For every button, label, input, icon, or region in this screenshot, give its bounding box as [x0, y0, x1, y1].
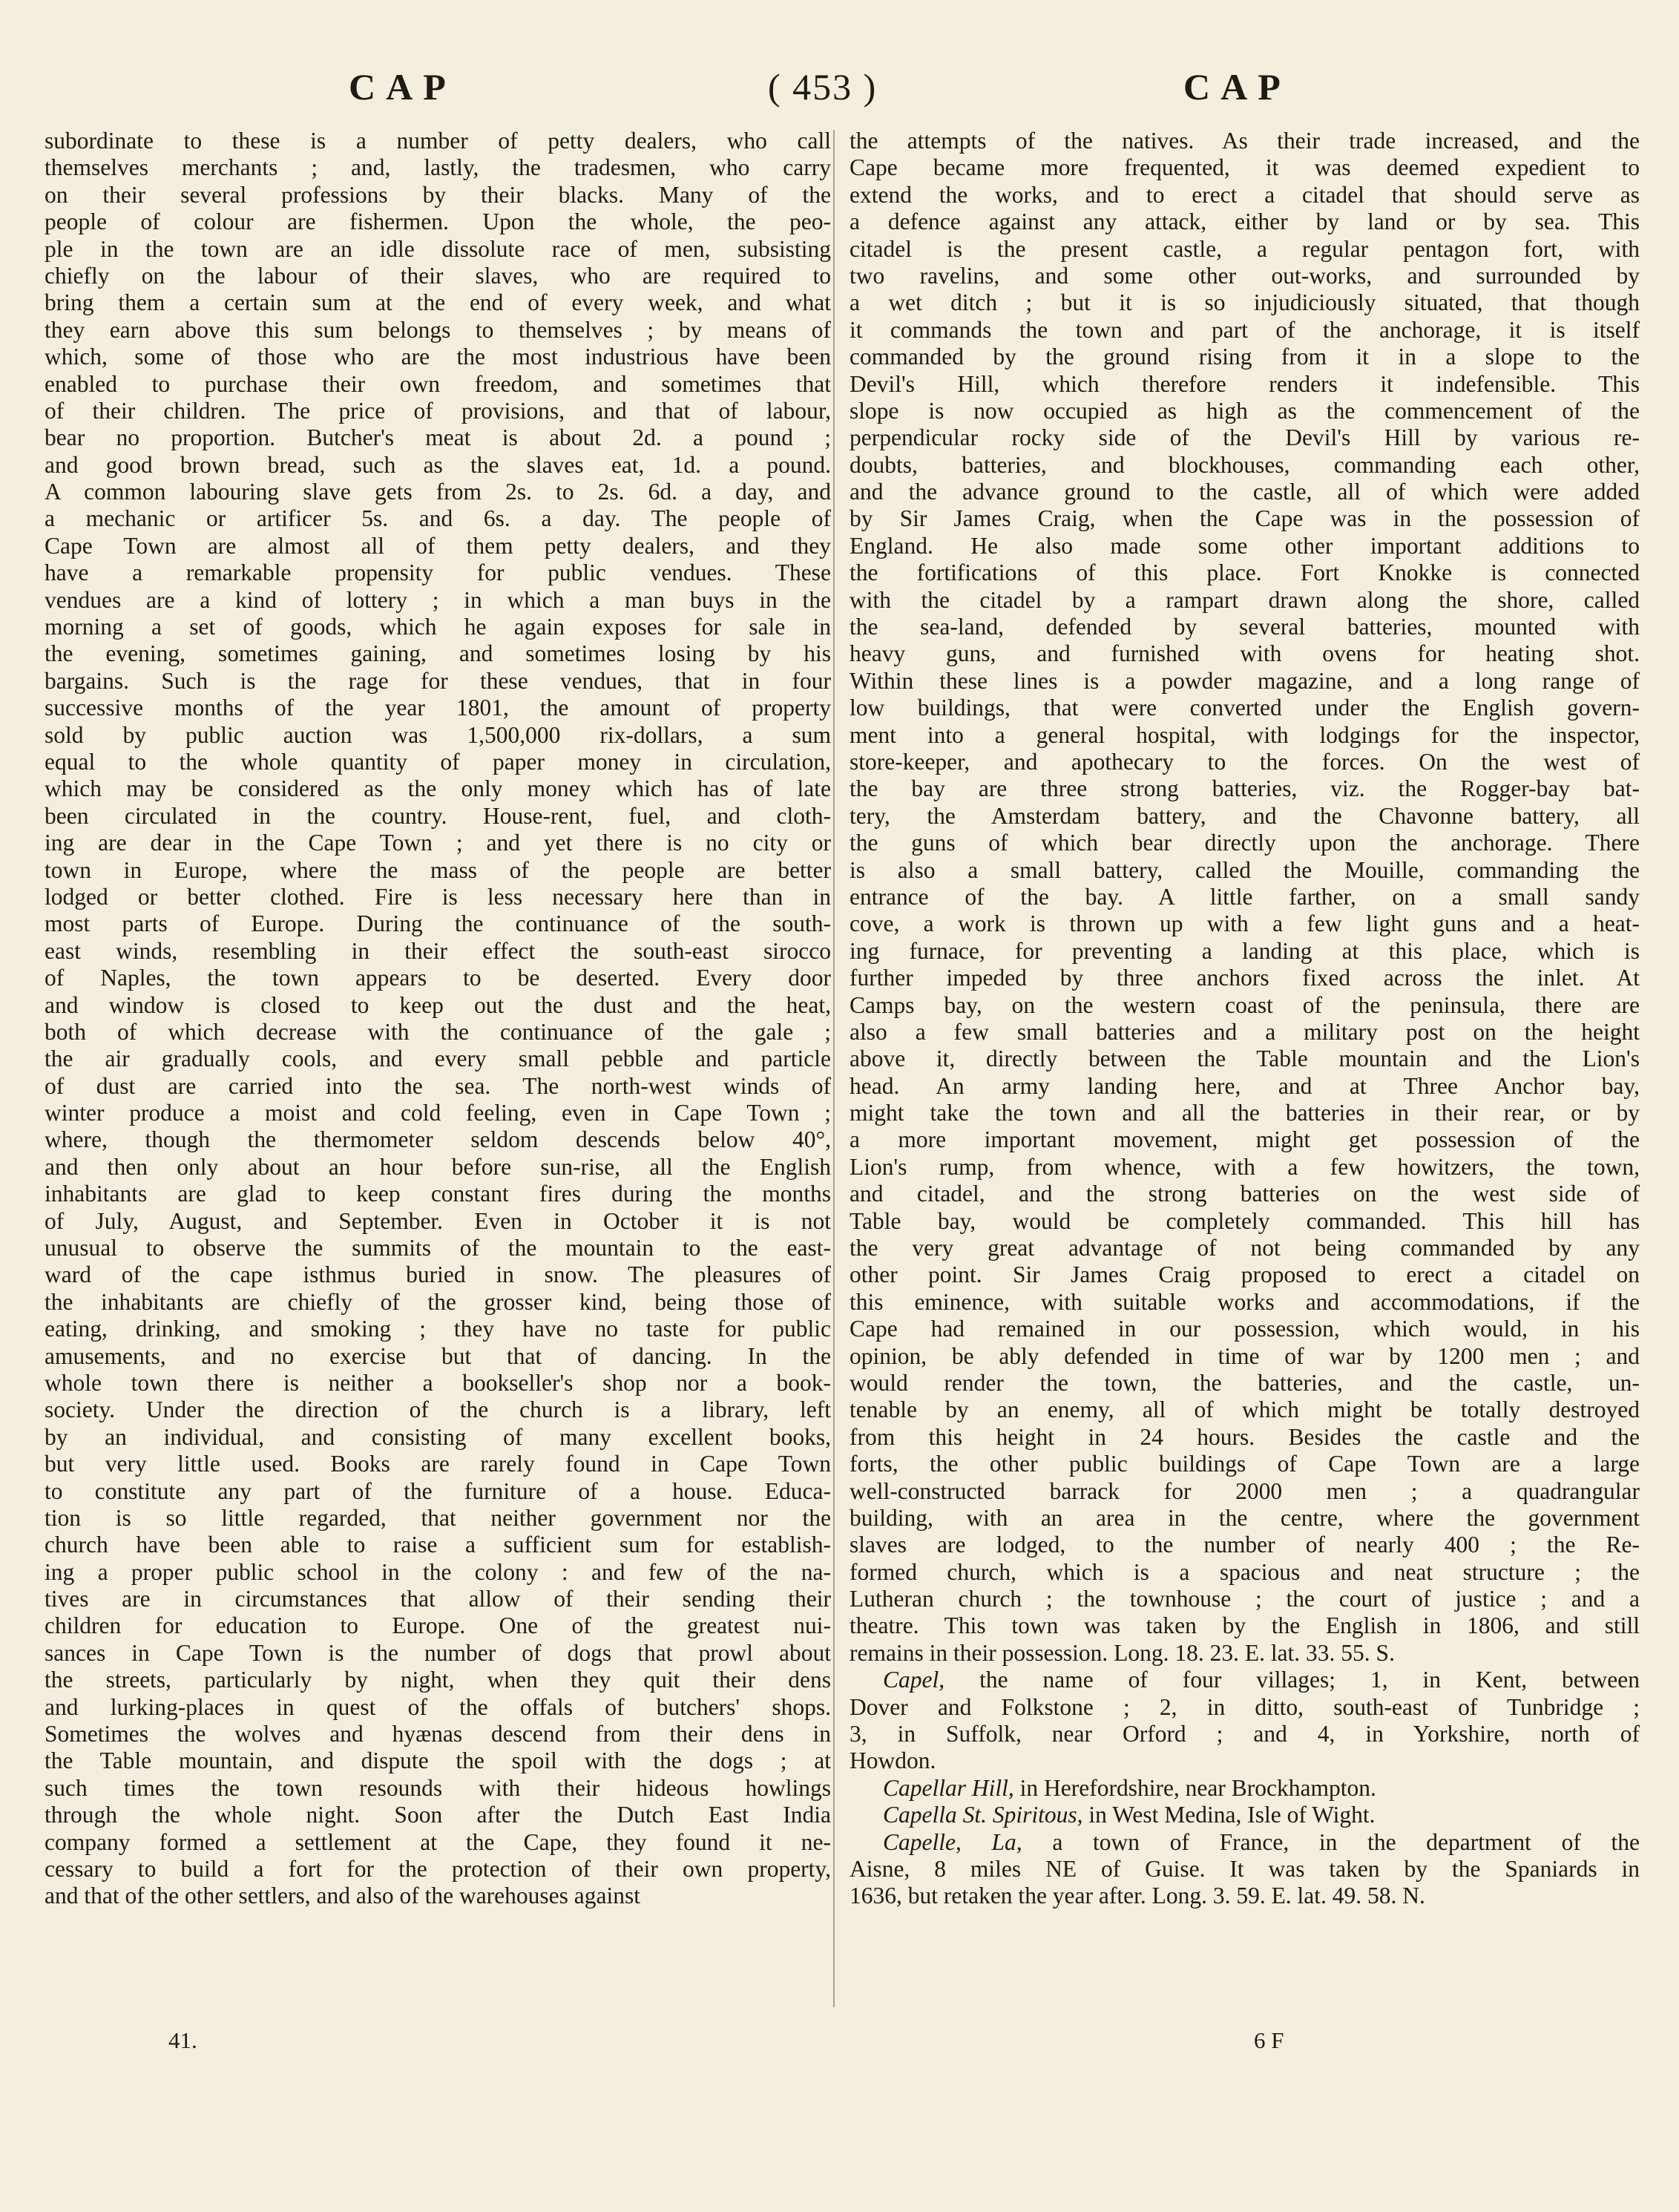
- text-line: A common labouring slave gets from 2s. to 2s. 6d. a day, and: [45, 479, 831, 505]
- text-line: Within these lines is a powder magazine, and a long range of: [850, 667, 1640, 694]
- signature-mark-left: 41.: [168, 2027, 197, 2053]
- text-line: a defence against any attack, either by land or by sea. This: [850, 209, 1640, 235]
- text-line: formed church, which is a spacious and neat structure ; the: [850, 1558, 1640, 1585]
- text-line: other point. Sir James Craig proposed to erect a citadel on: [850, 1261, 1640, 1288]
- text-line: both of which decrease with the continuance of the gale ;: [45, 1018, 831, 1045]
- text-line: heavy guns, and furnished with ovens for heating shot.: [850, 640, 1640, 667]
- entry-text: the name of four villages; 1, in Kent, between: [979, 1667, 1640, 1693]
- text-line: and window is closed to keep out the dust and the heat,: [45, 991, 831, 1018]
- text-line: the air gradually cools, and every small pebble and particle: [45, 1046, 831, 1072]
- text-line: of Naples, the town appears to be deserted. Every door: [45, 965, 831, 991]
- text-line: is also a small battery, called the Mouille, commanding the: [850, 856, 1640, 883]
- text-line: might take the town and all the batteries in their rear, or by: [850, 1100, 1640, 1126]
- text-line: and then only about an hour before sun-rise, all the English: [45, 1153, 831, 1180]
- text-line: a wet ditch ; but it is so injudiciously situated, that though: [850, 289, 1640, 316]
- text-line: Camps bay, on the western coast of the peninsula, there are: [850, 991, 1640, 1018]
- text-line: but very little used. Books are rarely found in Cape Town: [45, 1451, 831, 1477]
- text-line: above it, directly between the Table mountain and the Lion's: [850, 1046, 1640, 1072]
- text-line: England. He also made some other important additions to: [850, 532, 1640, 559]
- text-line: equal to the whole quantity of paper money in circulation,: [45, 748, 831, 775]
- signature-mark-right: 6 F: [1254, 2027, 1284, 2053]
- text-line: Sometimes the wolves and hyænas descend from their dens in: [45, 1721, 831, 1747]
- text-line: of their children. The price of provisions, and that of labour,: [45, 397, 831, 424]
- text-line: Table bay, would be completely commanded. This hill has: [850, 1207, 1640, 1234]
- text-line: the inhabitants are chiefly of the grosser kind, being those of: [45, 1288, 831, 1315]
- text-line: the sea-land, defended by several batteries, mounted with: [850, 614, 1640, 640]
- text-line: have a remarkable propensity for public vendues. These: [45, 559, 831, 586]
- entry-headword: Capellar Hill,: [883, 1774, 1014, 1801]
- entry-first-line: [850, 1802, 1640, 1828]
- left-column: [45, 128, 831, 1910]
- text-line: building, with an area in the centre, where the government: [850, 1504, 1640, 1531]
- text-line: Lutheran church ; the townhouse ; the court of justice ; and a: [850, 1586, 1640, 1612]
- text-line: and that of the other settlers, and also of the warehouses against: [45, 1883, 641, 1909]
- text-line: lodged or better clothed. Fire is less necessary here than in: [45, 883, 831, 910]
- column-divider: [833, 130, 835, 2007]
- text-line: ple in the town are an idle dissolute race of men, subsisting: [45, 235, 831, 262]
- text-line: children for education to Europe. One of the greatest nui-: [45, 1612, 831, 1639]
- entry-line: Dover and Folkstone ; 2, in ditto, south-east of Tunbridge ;: [850, 1693, 1640, 1720]
- text-line: would render the town, the batteries, and the castle, un-: [850, 1369, 1640, 1396]
- text-line: from this height in 24 hours. Besides the castle and the: [850, 1423, 1640, 1450]
- text-line: bargains. Such is the rage for these vendues, that in four: [45, 667, 831, 694]
- text-line: doubts, batteries, and blockhouses, commanding each other,: [850, 451, 1640, 478]
- text-line: subordinate to these is a number of petty dealers, who call: [45, 128, 831, 154]
- text-line: been circulated in the country. House-rent, fuel, and cloth-: [45, 802, 831, 829]
- text-line: opinion, be ably defended in time of war by 1200 men ; and: [850, 1342, 1640, 1369]
- text-line: it commands the town and part of the anchorage, it is itself: [850, 316, 1640, 343]
- text-line: and the advance ground to the castle, all of which were added: [850, 479, 1640, 505]
- text-line: bring them a certain sum at the end of every week, and what: [45, 289, 831, 316]
- text-line: church have been able to raise a sufficient sum for establish-: [45, 1532, 831, 1558]
- text-line: the bay are three strong batteries, viz. the Rogger-bay bat-: [850, 775, 1640, 802]
- text-line: east winds, resembling in their effect the south-east sirocco: [45, 937, 831, 964]
- text-line: and lurking-places in quest of the offals of butchers' shops.: [45, 1693, 831, 1720]
- text-line: theatre. This town was taken by the English in 1806, and still: [850, 1612, 1640, 1639]
- text-line: they earn above this sum belongs to themselves ; by means of: [45, 316, 831, 343]
- text-line: chiefly on the labour of their slaves, who are required to: [45, 262, 831, 289]
- text-line: which, some of those who are the most industrious have been: [45, 344, 831, 370]
- entry-first-line: [850, 1775, 1640, 1802]
- text-line: unusual to observe the summits of the mountain to the east-: [45, 1235, 831, 1261]
- text-line: forts, the other public buildings of Cape Town are a large: [850, 1451, 1640, 1477]
- text-line: society. Under the direction of the church is a library, left: [45, 1397, 831, 1423]
- text-line: tives are in circumstances that allow of their sending their: [45, 1586, 831, 1612]
- text-line: people of colour are fishermen. Upon the whole, the peo-: [45, 209, 831, 235]
- text-line: through the whole night. Soon after the Dutch East India: [45, 1802, 831, 1828]
- text-line: ing furnace, for preventing a landing at this place, which is: [850, 937, 1640, 964]
- text-line: morning a set of goods, which he again exposes for sale in: [45, 614, 831, 640]
- text-line: commanded by the ground rising from it in a slope to the: [850, 344, 1640, 370]
- text-line: the evening, sometimes gaining, and sometimes losing by his: [45, 640, 831, 667]
- text-line: head. An army landing here, and at Three Anchor bay,: [850, 1072, 1640, 1099]
- text-line: the fortifications of this place. Fort Knokke is connected: [850, 559, 1640, 586]
- running-header: [0, 65, 1679, 117]
- text-line: store-keeper, and apothecary to the forces. On the west of: [850, 748, 1640, 775]
- text-line: ment into a general hospital, with lodgings for the inspector,: [850, 721, 1640, 748]
- text-line: town in Europe, where the mass of the people are better: [45, 856, 831, 883]
- text-line: where, though the thermometer seldom descends below 40°,: [45, 1126, 831, 1153]
- text-line: tenable by an enemy, all of which might be totally destroyed: [850, 1397, 1640, 1423]
- entry-text: in West Medina, Isle of Wight.: [1088, 1802, 1376, 1828]
- text-line: cove, a work is thrown up with a few light guns and a heat-: [850, 910, 1640, 937]
- text-line: such times the town resounds with their hideous howlings: [45, 1774, 831, 1801]
- text-line: sold by public auction was 1,500,000 rix-dollars, a sum: [45, 721, 831, 748]
- entry-text: in Herefordshire, near Brockhampton.: [1019, 1774, 1376, 1801]
- text-line: successive months of the year 1801, the amount of property: [45, 695, 831, 721]
- text-line: of July, August, and September. Even in October it is not: [45, 1207, 831, 1234]
- text-line: a more important movement, might get possession of the: [850, 1126, 1640, 1153]
- text-line: Lion's rump, from whence, with a few howitzers, the town,: [850, 1153, 1640, 1180]
- text-line: which may be considered as the only money which has of late: [45, 775, 831, 802]
- text-line: further impeded by three anchors fixed across the inlet. At: [850, 965, 1640, 991]
- text-line: slope is now occupied as high as the commencement of the: [850, 397, 1640, 424]
- text-line: the attempts of the natives. As their trade increased, and the: [850, 128, 1640, 154]
- text-line: ing are dear in the Cape Town ; and yet there is no city or: [45, 830, 831, 856]
- text-line: sances in Cape Town is the number of dogs that prowl about: [45, 1639, 831, 1666]
- text-line: the Table mountain, and dispute the spoil with the dogs ; at: [45, 1747, 831, 1774]
- text-line: low buildings, that were converted under the English govern-: [850, 695, 1640, 721]
- entry-headword: Capelle, La,: [883, 1828, 1022, 1855]
- text-line: the very great advantage of not being commanded by any: [850, 1235, 1640, 1261]
- text-line: two ravelins, and some other out-works, and surrounded by: [850, 262, 1640, 289]
- text-line: the streets, particularly by night, when they quit their dens: [45, 1667, 831, 1693]
- text-line: the guns of which bear directly upon the anchorage. There: [850, 830, 1640, 856]
- header-right: CAP: [1183, 66, 1291, 108]
- text-line: cessary to build a fort for the protection of their own property,: [45, 1856, 831, 1882]
- text-line: remains in their possession. Long. 18. 23. E. lat. 33. 55. S.: [850, 1639, 1395, 1666]
- text-line: by Sir James Craig, when the Cape was in the possession of: [850, 505, 1640, 532]
- page-number: ( 453 ): [768, 66, 878, 108]
- entry-headword: Capella St. Spiritous,: [883, 1802, 1083, 1828]
- text-line: and citadel, and the strong batteries on the west side of: [850, 1181, 1640, 1207]
- text-line: entrance of the bay. A little farther, on a small sandy: [850, 883, 1640, 910]
- text-line: of dust are carried into the sea. The north-west winds of: [45, 1072, 831, 1099]
- text-line: tion is so little regarded, that neither government nor the: [45, 1504, 831, 1531]
- text-line: enabled to purchase their own freedom, and sometimes that: [45, 370, 831, 397]
- text-line: inhabitants are glad to keep constant fires during the months: [45, 1181, 831, 1207]
- text-line: ing a proper public school in the colony : and few of the na-: [45, 1558, 831, 1585]
- text-line: to constitute any part of the furniture of a house. Educa-: [45, 1477, 831, 1504]
- text-line: and good brown bread, such as the slaves eat, 1d. a pound.: [45, 451, 831, 478]
- text-line: by an individual, and consisting of many excellent books,: [45, 1423, 831, 1450]
- entry-line: Aisne, 8 miles NE of Guise. It was taken by the Spaniards in: [850, 1856, 1640, 1882]
- entry-first-line: [850, 1667, 1640, 1693]
- entry-headword: Capel,: [883, 1667, 945, 1693]
- text-line: Cape became more frequented, it was deemed expedient to: [850, 154, 1640, 181]
- header-left: CAP: [349, 66, 456, 108]
- text-line: bear no proportion. Butcher's meat is about 2d. a pound ;: [45, 424, 831, 451]
- entry-line: 3, in Suffolk, near Orford ; and 4, in Yorkshire, north of: [850, 1721, 1640, 1747]
- text-line: on their several professions by their blacks. Many of the: [45, 181, 831, 208]
- entry-first-line: [850, 1829, 1640, 1856]
- text-line: Cape had remained in our possession, which would, in his: [850, 1316, 1640, 1342]
- entry-line: 1636, but retaken the year after. Long. 3. 59. E. lat. 49. 58. N.: [850, 1883, 1425, 1909]
- text-line: whole town there is neither a bookseller's shop nor a book-: [45, 1369, 831, 1396]
- text-line: eating, drinking, and smoking ; they have no taste for public: [45, 1316, 831, 1342]
- text-line: company formed a settlement at the Cape, they found it ne-: [45, 1828, 831, 1855]
- text-line: also a few small batteries and a military post on the height: [850, 1018, 1640, 1045]
- text-line: vendues are a kind of lottery ; in which a man buys in the: [45, 586, 831, 613]
- text-line: tery, the Amsterdam battery, and the Chavonne battery, all: [850, 802, 1640, 829]
- text-line: slaves are lodged, to the number of nearly 400 ; the Re-: [850, 1532, 1640, 1558]
- text-line: with the citadel by a rampart drawn along the shore, called: [850, 586, 1640, 613]
- text-line: amusements, and no exercise but that of dancing. In the: [45, 1342, 831, 1369]
- text-line: themselves merchants ; and, lastly, the tradesmen, who carry: [45, 154, 831, 181]
- text-line: a mechanic or artificer 5s. and 6s. a day. The people of: [45, 505, 831, 532]
- text-line: this eminence, with suitable works and accommodations, if the: [850, 1288, 1640, 1315]
- text-line: winter produce a moist and cold feeling, even in Cape Town ;: [45, 1100, 831, 1126]
- text-line: Devil's Hill, which therefore renders it indefensible. This: [850, 370, 1640, 397]
- text-line: Cape Town are almost all of them petty dealers, and they: [45, 532, 831, 559]
- text-line: well-constructed barrack for 2000 men ; a quadrangular: [850, 1477, 1640, 1504]
- right-column: [850, 128, 1640, 1910]
- text-line: most parts of Europe. During the continuance of the south-: [45, 910, 831, 937]
- entry-text: a town of France, in the department of the: [1052, 1828, 1640, 1855]
- text-line: extend the works, and to erect a citadel that should serve as: [850, 181, 1640, 208]
- text-line: ward of the cape isthmus buried in snow. The pleasures of: [45, 1261, 831, 1288]
- text-line: citadel is the present castle, a regular pentagon fort, with: [850, 235, 1640, 262]
- entry-line: Howdon.: [850, 1747, 936, 1774]
- text-line: perpendicular rocky side of the Devil's Hill by various re-: [850, 424, 1640, 451]
